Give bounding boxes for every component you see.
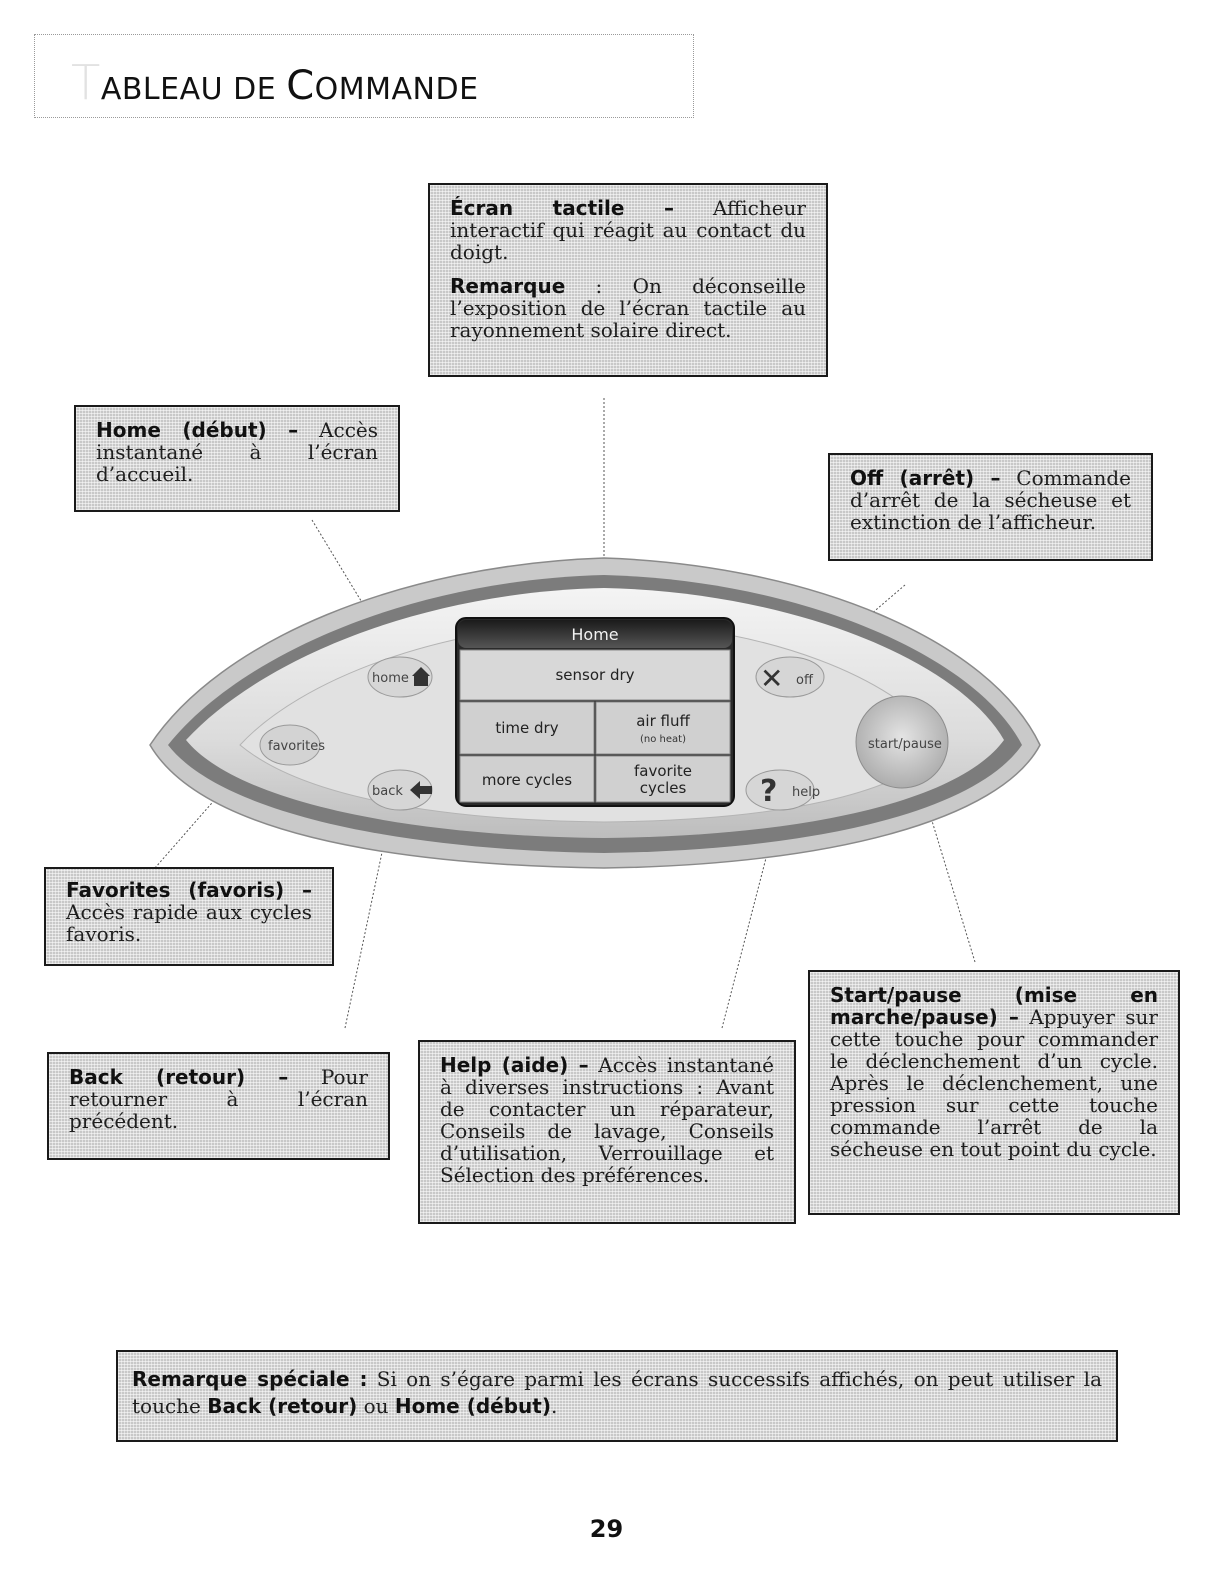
callout-off-text: Commande d’arrêt de la sécheuse et extinction de l’afficheur. <box>850 466 1131 534</box>
callout-back-paragraph <box>69 1066 368 1132</box>
callout-start-text: Appuyer sur cette touche pour commander le déclenchement d’un cycle. Après le déclenchement, une pression sur cette touche commande l’arrêt de la sécheuse en tout point du cycle. <box>830 1005 1158 1161</box>
start-pause-button[interactable] <box>856 696 948 788</box>
callout-back <box>47 1052 390 1160</box>
close-icon: ✕ <box>760 662 784 695</box>
special-note <box>116 1350 1118 1442</box>
callout-ecran-note-text: : On déconseille l’exposition de l’écran tactile au rayonnement solaire direct. <box>450 274 806 342</box>
special-note-text3: . <box>550 1394 558 1418</box>
callout-ecran-text: Afficheur interactif qui réagit au contact du doigt. <box>450 196 806 264</box>
callout-help-text: Accès instantané à diverses instructions : Avant de contacter un réparateur, Conseils de lavage, Conseils d’utilisation, Verrouillage et Sélection des préférences. <box>440 1053 774 1187</box>
callout-home <box>74 405 400 512</box>
callout-off-paragraph <box>850 467 1131 533</box>
air-fluff-sublabel: (no heat) <box>640 734 686 745</box>
off-button-label: off <box>796 673 813 688</box>
callout-ecran-paragraph <box>450 197 806 263</box>
callout-ecran-heading: Écran tactile – <box>450 196 674 220</box>
callout-help-paragraph <box>440 1054 774 1186</box>
callout-favorites-heading: Favorites (favoris) – <box>66 878 312 902</box>
title-part2: OMMANDE <box>314 72 479 107</box>
screen-title: Home <box>571 625 619 644</box>
help-icon: ? <box>760 774 778 809</box>
air-fluff-label: air fluff <box>636 712 690 730</box>
callout-favorites-text: Accès rapide aux cycles favoris. <box>66 900 312 946</box>
callout-help <box>418 1040 796 1224</box>
time-dry-label: time dry <box>495 719 559 737</box>
callout-ecran-tactile <box>428 183 828 377</box>
callout-ecran-note <box>450 275 806 341</box>
callout-off-heading: Off (arrêt) – <box>850 466 1001 490</box>
sensor-dry-button[interactable] <box>460 650 730 700</box>
callout-start-paragraph <box>830 984 1158 1160</box>
special-note-back: Back (retour) <box>207 1394 358 1418</box>
special-note-text2: ou <box>357 1394 395 1418</box>
back-button[interactable] <box>368 770 432 810</box>
callout-back-text: Pour retourner à l’écran précédent. <box>69 1065 368 1133</box>
off-button[interactable] <box>756 657 824 697</box>
favorites-button-label: favorites <box>268 739 326 754</box>
title-part1: ABLEAU DE <box>100 72 287 107</box>
callout-ecran-note-heading: Remarque <box>450 274 566 298</box>
page-number: 29 <box>589 1515 624 1543</box>
special-note-heading: Remarque spéciale : <box>132 1367 368 1391</box>
start-pause-button-label: start/pause <box>868 737 942 752</box>
callout-home-text: Accès instantané à l’écran d’accueil. <box>96 418 378 486</box>
callout-favorites-paragraph <box>66 879 312 945</box>
callout-home-paragraph <box>96 419 378 485</box>
air-fluff-button[interactable] <box>596 702 730 754</box>
more-cycles-button[interactable] <box>460 756 594 802</box>
callout-back-heading: Back (retour) – <box>69 1065 289 1089</box>
title-initial: T <box>71 55 101 111</box>
callout-off <box>828 453 1153 561</box>
callout-start-heading: Start/pause (mise en marche/pause) – <box>830 983 1158 1029</box>
more-cycles-label: more cycles <box>481 771 573 789</box>
touch-screen <box>456 618 734 806</box>
favorite-cycles-label-line1: favorite <box>634 762 692 780</box>
help-button-label: help <box>792 785 821 800</box>
callout-help-heading: Help (aide) – <box>440 1053 589 1077</box>
callout-start-pause <box>808 970 1180 1215</box>
callout-favorites <box>44 867 334 966</box>
home-button-label: home <box>372 671 409 686</box>
title-big-c: C <box>286 63 315 109</box>
time-dry-button[interactable] <box>460 702 594 754</box>
special-note-paragraph <box>132 1366 1102 1420</box>
special-note-text1: Si on s’égare parmi les écrans successifs affichés, on peut utiliser la touche <box>132 1367 1103 1418</box>
callout-home-heading: Home (début) – <box>96 418 299 442</box>
home-button[interactable] <box>368 657 432 697</box>
special-note-home: Home (début) <box>394 1394 551 1418</box>
sensor-dry-label: sensor dry <box>555 666 635 684</box>
favorite-cycles-label-line2: cycles <box>639 779 687 797</box>
back-button-label: back <box>372 784 403 799</box>
favorite-cycles-button[interactable] <box>596 756 730 802</box>
